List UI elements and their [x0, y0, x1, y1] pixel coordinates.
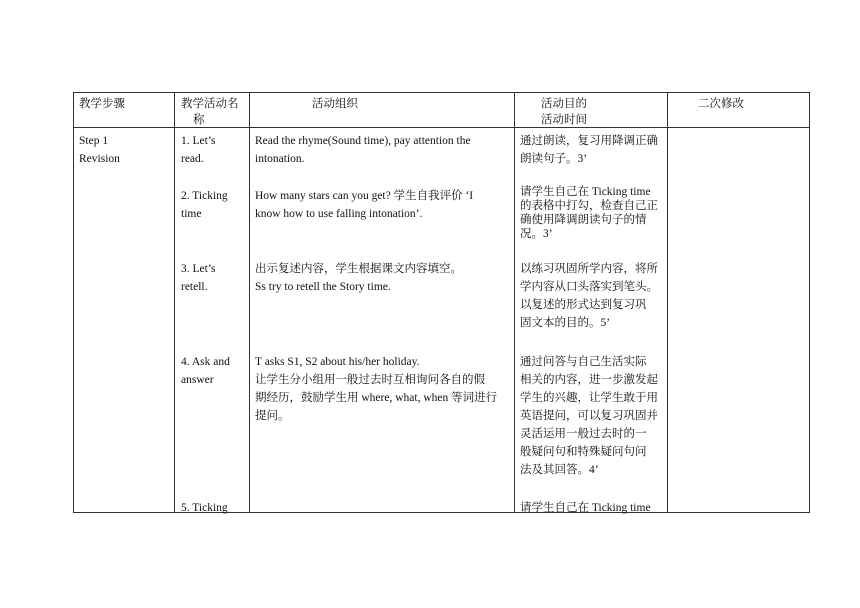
activity-4-name-line1: 4. Ask and — [181, 356, 230, 368]
revision-cell — [668, 128, 810, 513]
activity-2-name-line1: 2. Ticking — [181, 190, 228, 202]
activity-3-org-line1: 出示复述内容，学生根据课文内容填空。 — [255, 263, 462, 275]
activity-4-org-line3: 期经历，鼓励学生用 where, what, when 等词进行 — [255, 392, 498, 404]
activity-3-name-line1: 3. Let’s — [181, 263, 216, 275]
activity-4-goal-line4: 英语提问，可以复习巩固并 — [520, 410, 658, 422]
activity-4-org-line4: 提问。 — [255, 410, 290, 422]
activity-3-goal-line4: 固文本的目的。5’ — [520, 317, 611, 329]
header-step: 教学步骤 — [79, 98, 125, 110]
activity-4-name-line2: answer — [181, 374, 214, 386]
step1-row — [74, 128, 810, 513]
activity-4-goal-line5: 灵活运用一般过去时的一 — [520, 428, 647, 440]
activity-2-goal-line4: 况。3’ — [520, 228, 553, 240]
activity-2-goal-line3: 确使用降调朗读句子的情 — [520, 214, 647, 226]
step-cell — [74, 128, 175, 513]
activity-4-goal-line6: 般疑问句和特殊疑问句问 — [520, 446, 647, 458]
header-row — [74, 93, 810, 128]
header-goal-cell — [515, 93, 668, 128]
header-step-cell — [74, 93, 175, 128]
step-label: Step 1 — [79, 135, 109, 147]
activity-1-name-line1: 1. Let’s — [181, 135, 216, 147]
activity-2-goal-line1: 请学生自己在 Ticking time — [520, 186, 651, 198]
activity-5-goal-line1: 请学生自己在 Ticking time — [520, 502, 651, 514]
header-revision-cell — [668, 93, 810, 128]
activity-3-goal-line1: 以练习巩固所学内容，将所 — [520, 263, 658, 275]
activity-1-org-line1: Read the rhyme(Sound time), pay attention the — [255, 135, 471, 147]
organization-cell — [250, 128, 515, 513]
activity-2-org-line2: know how to use falling intonation’. — [255, 208, 423, 220]
activity-name-cell — [175, 128, 250, 513]
activity-2-org-line1: How many stars can you get? 学生自我评价 ‘I — [255, 190, 474, 202]
activity-3-org-line2: Ss try to retell the Story time. — [255, 281, 391, 293]
activity-2-goal-line2: 的表格中打勾，检查自己正 — [520, 200, 658, 212]
activity-1-name-line2: read. — [181, 153, 204, 165]
lesson-plan-table — [73, 92, 810, 513]
activity-4-org-line1: T asks S1, S2 about his/her holiday. — [255, 356, 420, 368]
activity-2-name-line2: time — [181, 208, 202, 220]
activity-1-goal-line2: 朗读句子。3’ — [520, 153, 588, 165]
activity-3-goal-line2: 学内容从口头落实到笔头。 — [520, 281, 658, 293]
header-activity-name-line1: 教学活动名 — [181, 98, 239, 110]
activity-5-name-line1: 5. Ticking — [181, 502, 228, 514]
activity-4-goal-line1: 通过问答与自己生活实际 — [520, 356, 647, 368]
header-organization-cell — [250, 93, 515, 128]
activity-4-goal-line2: 相关的内容，进一步激发起 — [520, 374, 658, 386]
step-title: Revision — [79, 153, 120, 165]
header-goal-line2: 活动时间 — [541, 114, 587, 126]
header-goal-line1: 活动目的 — [541, 98, 587, 110]
header-activity-name-line2: 称 — [193, 114, 205, 126]
activity-4-goal-line7: 法及其回答。4’ — [520, 464, 599, 476]
activity-3-goal-line3: 以复述的形式达到复习巩 — [520, 299, 647, 311]
activity-1-goal-line1: 通过朗读，复习用降调正确 — [520, 135, 658, 147]
header-revision: 二次修改 — [698, 98, 744, 110]
activity-1-org-line2: intonation. — [255, 153, 305, 165]
header-organization: 活动组织 — [312, 98, 358, 110]
activity-4-org-line2: 让学生分小组用一般过去时互相询问各自的假 — [255, 374, 485, 386]
activity-3-name-line2: retell. — [181, 281, 208, 293]
goal-cell — [515, 128, 668, 513]
activity-4-goal-line3: 学生的兴趣，让学生敢于用 — [520, 392, 658, 404]
header-activity-name-cell — [175, 93, 250, 128]
